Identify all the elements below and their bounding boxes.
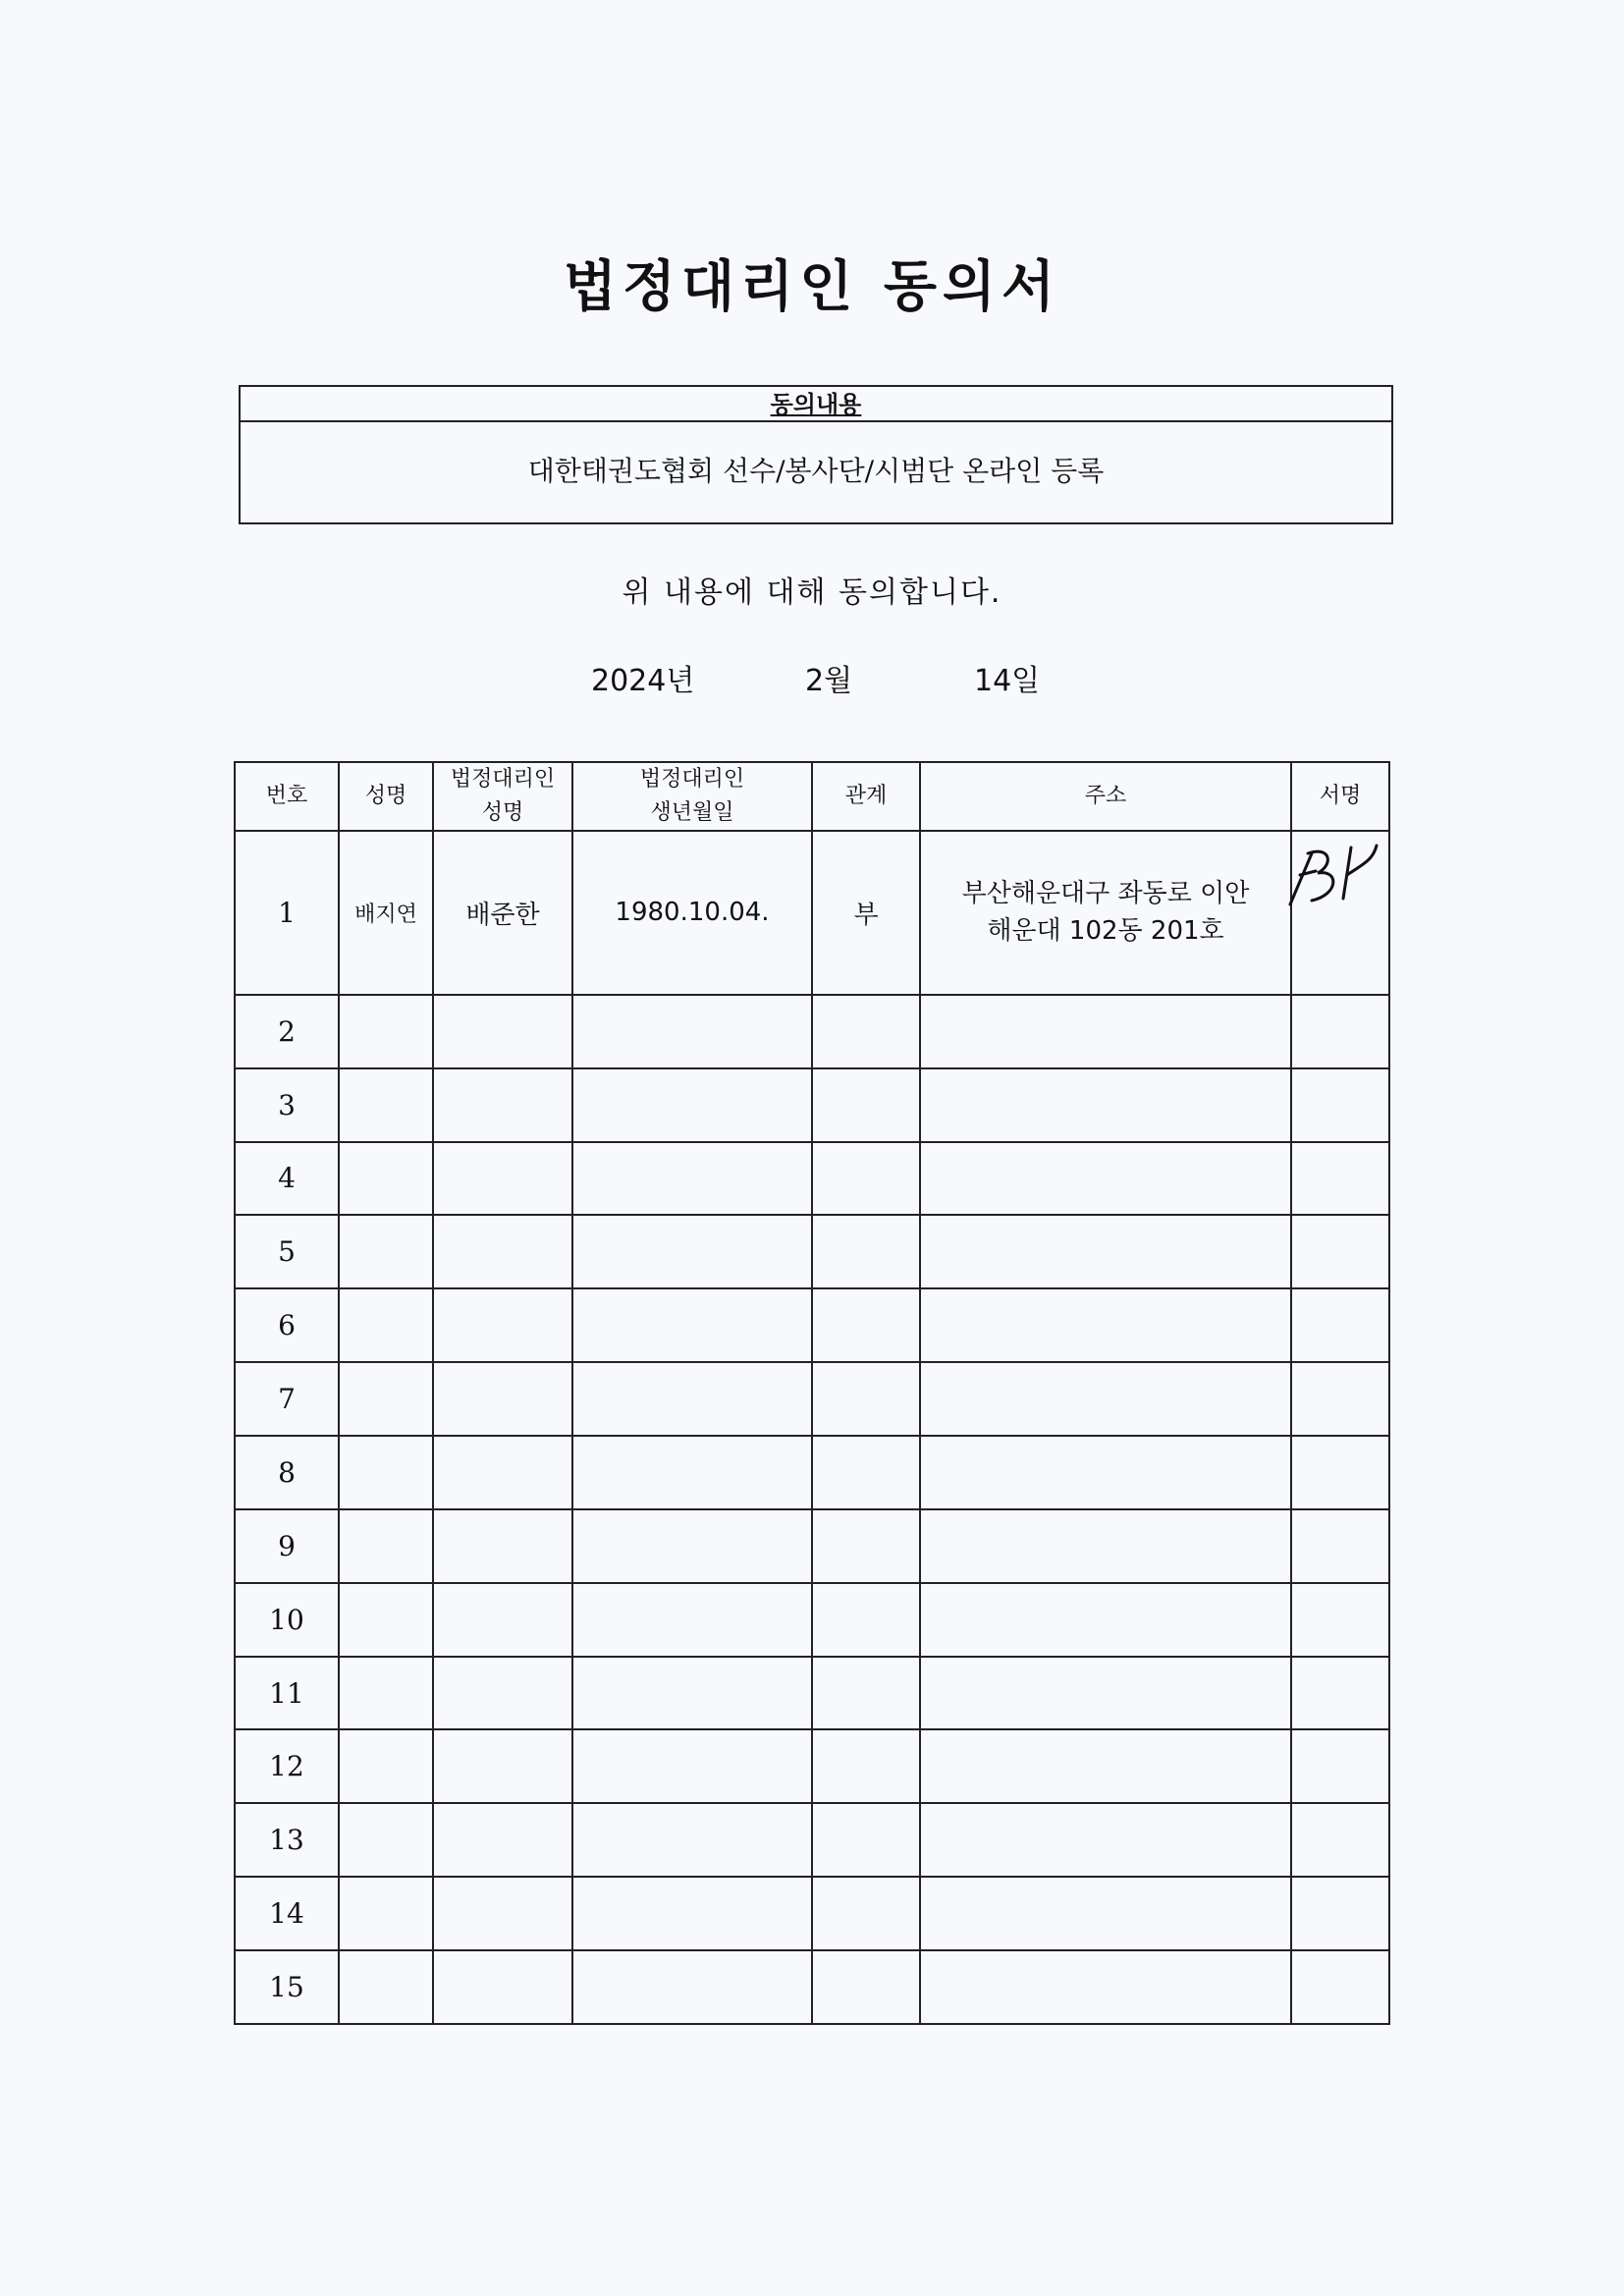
row-signature (1291, 831, 1389, 995)
row-signature (1291, 1362, 1389, 1436)
handwritten-signature (1282, 836, 1400, 912)
row-signature (1291, 1142, 1389, 1216)
row-name (339, 1950, 433, 2024)
row-guardian-birth (572, 1215, 812, 1288)
row-name (339, 1362, 433, 1436)
row-signature (1291, 1950, 1389, 2024)
row-relation (812, 1803, 920, 1877)
row-address (920, 1362, 1291, 1436)
row-address (920, 1215, 1291, 1288)
row-guardian-name: 배준한 (433, 831, 572, 995)
table-row (235, 995, 1389, 1068)
row-relation (812, 1288, 920, 1362)
header-signature: 서명 (1291, 762, 1389, 831)
table-row (235, 1729, 1389, 1803)
header-address: 주소 (920, 762, 1291, 831)
row-no: 10 (235, 1583, 339, 1657)
header-guardian-name (433, 762, 572, 831)
header-no: 번호 (235, 762, 339, 831)
row-guardian-name (433, 1436, 572, 1509)
row-name (339, 1509, 433, 1583)
row-name (339, 995, 433, 1068)
table-row (235, 1362, 1389, 1436)
row-relation (812, 1657, 920, 1730)
date-year: 2024년 (591, 664, 695, 698)
row-guardian-name (433, 995, 572, 1068)
row-guardian-birth (572, 1509, 812, 1583)
row-address-line2: 해운대 102동 201호 (987, 916, 1224, 947)
row-no: 15 (235, 1950, 339, 2024)
row-relation (812, 1436, 920, 1509)
row-signature (1291, 1288, 1389, 1362)
row-guardian-name (433, 1950, 572, 2024)
row-signature (1291, 1068, 1389, 1142)
row-guardian-birth (572, 1803, 812, 1877)
row-guardian-birth (572, 1950, 812, 2024)
header-guardian-birth-line1: 법정대리인 (639, 767, 745, 792)
table-row (235, 1288, 1389, 1362)
table-row (235, 1068, 1389, 1142)
row-signature (1291, 1509, 1389, 1583)
table-row (235, 1142, 1389, 1216)
row-name (339, 1288, 433, 1362)
table-row (235, 1803, 1389, 1877)
row-guardian-birth (572, 1657, 812, 1730)
table-row (235, 1215, 1389, 1288)
row-address (920, 1509, 1291, 1583)
row-signature (1291, 1583, 1389, 1657)
header-guardian-name-line2: 성명 (481, 800, 524, 825)
row-relation (812, 1362, 920, 1436)
consent-content: 대한태권도협회 선수/봉사단/시범단 온라인 등록 (527, 455, 1105, 487)
row-no: 1 (235, 831, 339, 995)
header-guardian-name-line1: 법정대리인 (450, 767, 556, 792)
row-address (920, 1583, 1291, 1657)
table-row (235, 1877, 1389, 1950)
row-address (920, 1436, 1291, 1509)
header-guardian-birth (572, 762, 812, 831)
row-address (920, 1068, 1291, 1142)
row-guardian-name (433, 1509, 572, 1583)
row-no: 12 (235, 1729, 339, 1803)
row-guardian-name (433, 1142, 572, 1216)
row-signature (1291, 1657, 1389, 1730)
table-row (235, 1950, 1389, 2024)
row-relation (812, 995, 920, 1068)
row-name (339, 1215, 433, 1288)
row-name: 배지연 (339, 831, 433, 995)
row-guardian-birth (572, 1142, 812, 1216)
row-no: 6 (235, 1288, 339, 1362)
row-name (339, 1803, 433, 1877)
row-relation (812, 1877, 920, 1950)
row-signature (1291, 1803, 1389, 1877)
row-guardian-birth (572, 1362, 812, 1436)
row-guardian-birth: 1980.10.04. (572, 831, 812, 995)
row-relation (812, 1142, 920, 1216)
row-relation (812, 1583, 920, 1657)
row-name (339, 1657, 433, 1730)
date-day: 14일 (974, 664, 1041, 698)
row-address (920, 995, 1291, 1068)
row-no: 14 (235, 1877, 339, 1950)
row-signature (1291, 1877, 1389, 1950)
row-relation (812, 1215, 920, 1288)
row-name (339, 1436, 433, 1509)
row-relation (812, 1729, 920, 1803)
row-address (920, 1877, 1291, 1950)
consent-heading: 동의내용 (241, 387, 1391, 422)
row-address (920, 831, 1291, 995)
row-address (920, 1657, 1291, 1730)
row-guardian-birth (572, 1436, 812, 1509)
consent-box (239, 385, 1393, 524)
row-guardian-birth (572, 1288, 812, 1362)
row-guardian-name (433, 1362, 572, 1436)
row-no: 2 (235, 995, 339, 1068)
row-guardian-birth (572, 1877, 812, 1950)
row-relation (812, 1950, 920, 2024)
registration-table (234, 761, 1390, 2025)
agreement-statement: 위 내용에 대해 동의합니다. (622, 575, 1002, 610)
row-guardian-name (433, 1657, 572, 1730)
row-guardian-birth (572, 1729, 812, 1803)
document-title: 법정대리인 동의서 (563, 255, 1061, 319)
table-row (235, 831, 1389, 995)
date-month: 2월 (805, 664, 853, 698)
table-row (235, 1583, 1389, 1657)
row-relation (812, 1509, 920, 1583)
row-relation (812, 1068, 920, 1142)
row-guardian-birth (572, 995, 812, 1068)
row-no: 7 (235, 1362, 339, 1436)
row-guardian-name (433, 1068, 572, 1142)
row-no: 13 (235, 1803, 339, 1877)
row-guardian-birth (572, 1068, 812, 1142)
row-name (339, 1729, 433, 1803)
row-name (339, 1068, 433, 1142)
row-guardian-name (433, 1729, 572, 1803)
table-row (235, 1509, 1389, 1583)
header-guardian-birth-line2: 생년월일 (650, 800, 734, 825)
row-no: 11 (235, 1657, 339, 1730)
row-no: 5 (235, 1215, 339, 1288)
row-no: 8 (235, 1436, 339, 1509)
row-signature (1291, 1436, 1389, 1509)
row-guardian-name (433, 1877, 572, 1950)
row-guardian-name (433, 1583, 572, 1657)
row-guardian-name (433, 1215, 572, 1288)
row-no: 3 (235, 1068, 339, 1142)
row-address (920, 1729, 1291, 1803)
row-address-line1: 부산해운대구 좌동로 이안 (961, 879, 1250, 909)
row-signature (1291, 1729, 1389, 1803)
row-no: 9 (235, 1509, 339, 1583)
row-guardian-birth (572, 1583, 812, 1657)
table-row (235, 1657, 1389, 1730)
row-address (920, 1288, 1291, 1362)
table-header-row (235, 762, 1389, 831)
row-address (920, 1803, 1291, 1877)
row-signature (1291, 1215, 1389, 1288)
row-no: 4 (235, 1142, 339, 1216)
row-guardian-name (433, 1803, 572, 1877)
row-name (339, 1142, 433, 1216)
row-name (339, 1583, 433, 1657)
row-address (920, 1950, 1291, 2024)
row-signature (1291, 995, 1389, 1068)
table-row (235, 1436, 1389, 1509)
header-name: 성명 (339, 762, 433, 831)
row-name (339, 1877, 433, 1950)
row-address (920, 1142, 1291, 1216)
row-guardian-name (433, 1288, 572, 1362)
row-relation: 부 (812, 831, 920, 995)
header-relation: 관계 (812, 762, 920, 831)
